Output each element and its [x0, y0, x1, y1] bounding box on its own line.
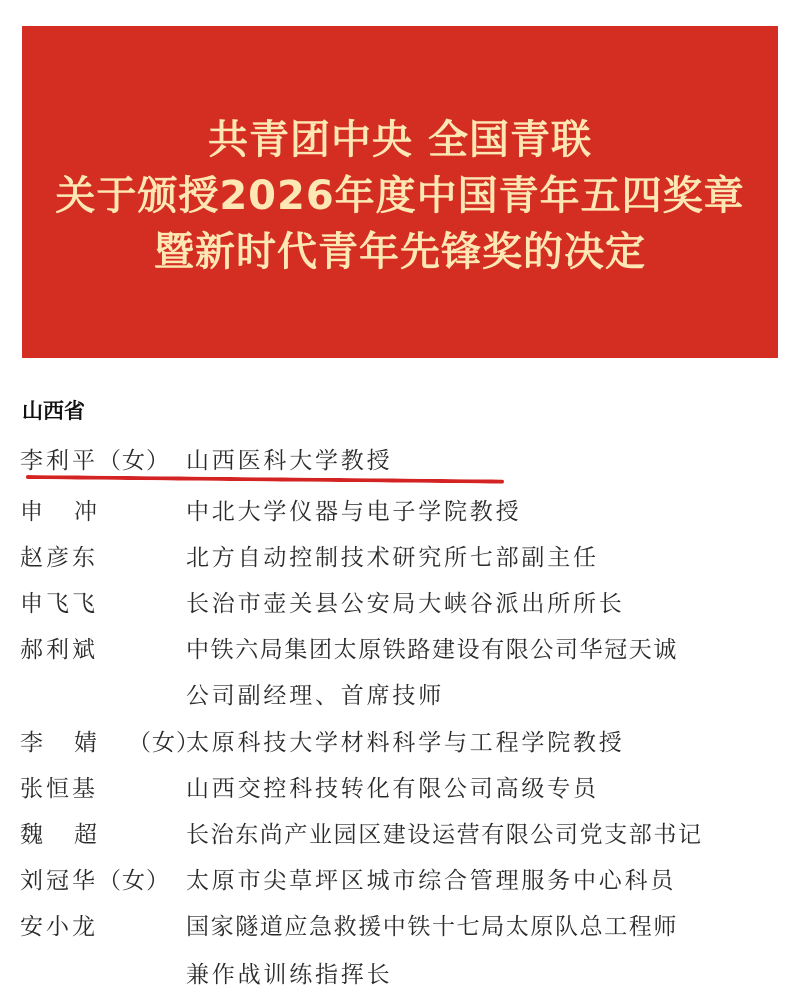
- awardee-name: 赵彦东: [20, 545, 98, 571]
- awardee-description: 山西医科大学教授: [186, 448, 393, 474]
- awardee-name: 申飞飞: [20, 591, 98, 617]
- awardee-name: 郝利斌: [20, 637, 98, 663]
- awardee-description-continued: 公司副经理、首席技师: [186, 683, 444, 709]
- awardee-name: 申冲: [20, 499, 128, 525]
- awardee-description: 长治东尚产业园区建设运营有限公司党支部书记: [186, 822, 703, 848]
- province-heading: 山西省: [22, 399, 85, 423]
- document-title: [22, 112, 778, 280]
- awardee-name: 安小龙: [20, 914, 98, 940]
- awardee-name: 刘冠华（女）: [20, 868, 170, 894]
- title-line-1: 共青团中央 全国青联: [208, 117, 592, 163]
- awardee-description: 国家隧道应急救援中铁十七局太原队总工程师: [186, 914, 678, 940]
- highlight-underline: [26, 475, 504, 484]
- awardee-description: 长治市壶关县公安局大峡谷派出所所长: [186, 591, 625, 617]
- title-line-3: 暨新时代青年先锋奖的决定: [154, 229, 646, 275]
- title-line-2: 关于颁授2026年度中国青年五四奖章: [55, 173, 745, 219]
- awardee-description: 太原市尖草坪区城市综合管理服务中心科员: [186, 868, 677, 894]
- awardee-description: 山西交控科技转化有限公司高级专员: [186, 776, 599, 802]
- awardee-description: 中铁六局集团太原铁路建设有限公司华冠天诚: [186, 637, 678, 663]
- awardee-description: 北方自动控制技术研究所七部副主任: [186, 545, 599, 571]
- awardee-name: 李婧（女）: [20, 730, 200, 756]
- awardee-name: 张恒基: [20, 776, 98, 802]
- title-banner: [22, 26, 778, 358]
- female-tag: （女）: [98, 868, 170, 894]
- female-tag: （女）: [128, 730, 200, 756]
- awardee-description-continued: 兼作战训练指挥长: [186, 962, 393, 988]
- awardee-description: 太原科技大学材料科学与工程学院教授: [186, 730, 625, 756]
- awardee-name: 魏超: [20, 822, 128, 848]
- awardee-description: 中北大学仪器与电子学院教授: [186, 499, 522, 525]
- female-tag: （女）: [98, 448, 170, 474]
- awardee-name: 李利平（女）: [20, 448, 170, 474]
